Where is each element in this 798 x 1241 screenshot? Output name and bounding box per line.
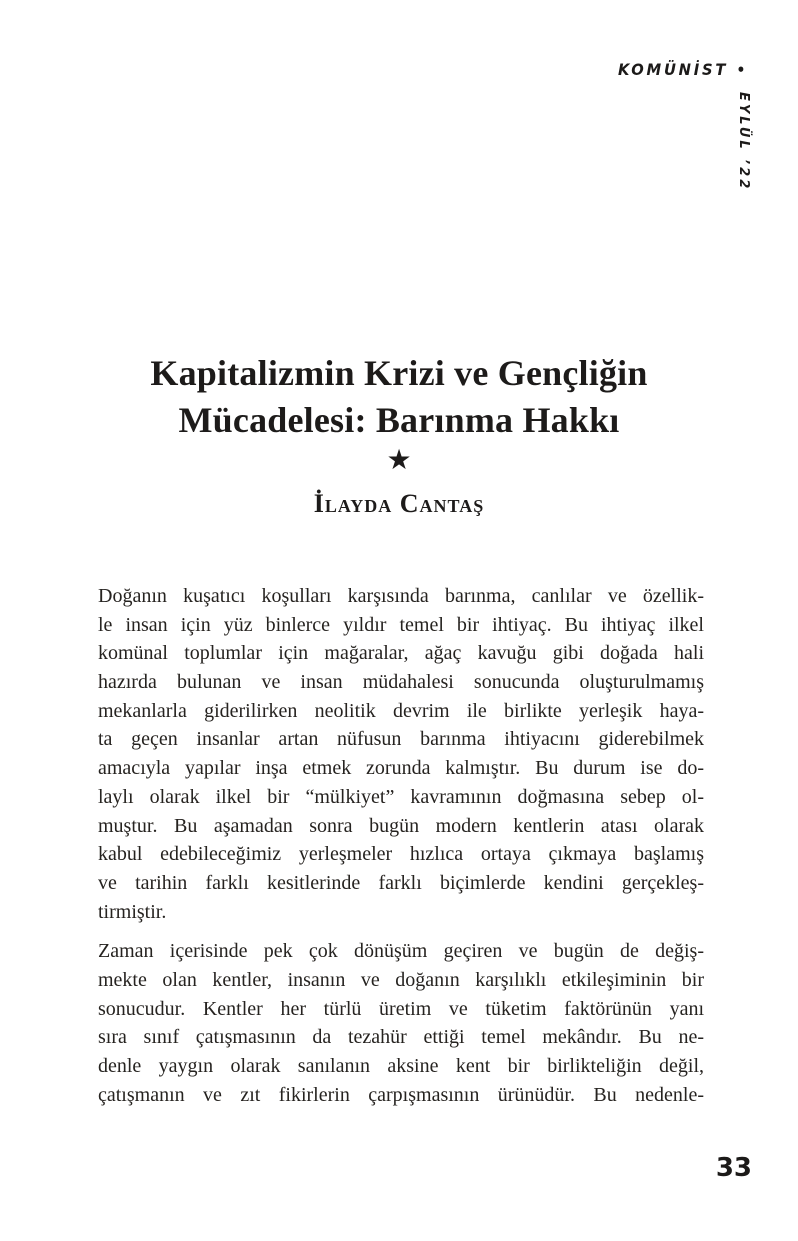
article-title [0,350,798,444]
text-line: kabul edebileceğimiz yerleşmeler hızlıca ortaya çıkmaya başlamış [98,843,704,866]
text-line: ta geçen insanlar artan nüfusun barınma ihtiyacını giderebilmek [98,728,704,751]
magazine-title: KOMÜNİST [617,60,728,79]
text-line: muştur. Bu aşamadan sonra bugün modern kentlerin atası olarak [98,814,704,837]
issue-date-vertical: EYLÜL ’22 [736,92,751,192]
text-line: ve tarihin farklı kesitlerinde farklı biçimlerde kendini gerçekleş- [98,871,704,894]
page-number: 33 [715,1153,752,1183]
text-line: mekanlarla giderilirken neolitik devrim ile birlikte yerleşik haya- [98,699,704,722]
text-line: laylı olarak ilkel bir “mülkiyet” kavramının doğmasına sebep ol- [98,785,704,808]
bullet-icon: • [736,61,745,79]
text-line: tirmiştir. [98,900,167,923]
text-line: sıra sınıf çatışmasının da tezahür ettiği temel mekândır. Bu ne- [98,1026,704,1049]
text-line: Doğanın kuşatıcı koşulları karşısında barınma, canlılar ve özellik- [98,585,704,607]
text-line: hazırda bulunan ve insan müdahalesi sonucunda oluşturulmamış [98,671,704,694]
article-paragraph [98,582,704,926]
author-name: İlayda Cantaş [313,489,485,518]
text-line: çatışmanın ve zıt fikirlerin çarpışmasının ürünüdür. Bu nedenle- [98,1083,704,1106]
article-body [98,582,704,1109]
text-line: denle yaygın olarak sanılanın aksine kent bir birlikteliğin değil, [98,1055,704,1077]
article-title-line2: Mücadelesi: Barınma Hakkı [178,400,620,440]
text-line: komünal toplumlar için mağaralar, ağaç kavuğu gibi doğada hali [98,642,704,665]
article-title-line1: Kapitalizmin Krizi ve Gençliğin [150,353,648,393]
text-line: Zaman içerisinde pek çok dönüşüm geçiren ve bugün de değiş- [98,940,704,963]
text-line: amacıyla yapılar inşa etmek zorunda kalmıştır. Bu durum ise do- [98,757,704,780]
magazine-header [618,60,745,79]
article-paragraph [98,937,704,1109]
star-icon: ★ [386,445,412,476]
text-line: mekte olan kentler, insanın ve doğanın karşılıklı etkileşiminin bir [98,968,704,991]
text-line: le insan için yüz binlerce yıldır temel bir ihtiyaç. Bu ihtiyaç ilkel [98,613,704,636]
text-line: sonucudur. Kentler her türlü üretim ve tüketim faktörünün yanı [98,997,704,1020]
